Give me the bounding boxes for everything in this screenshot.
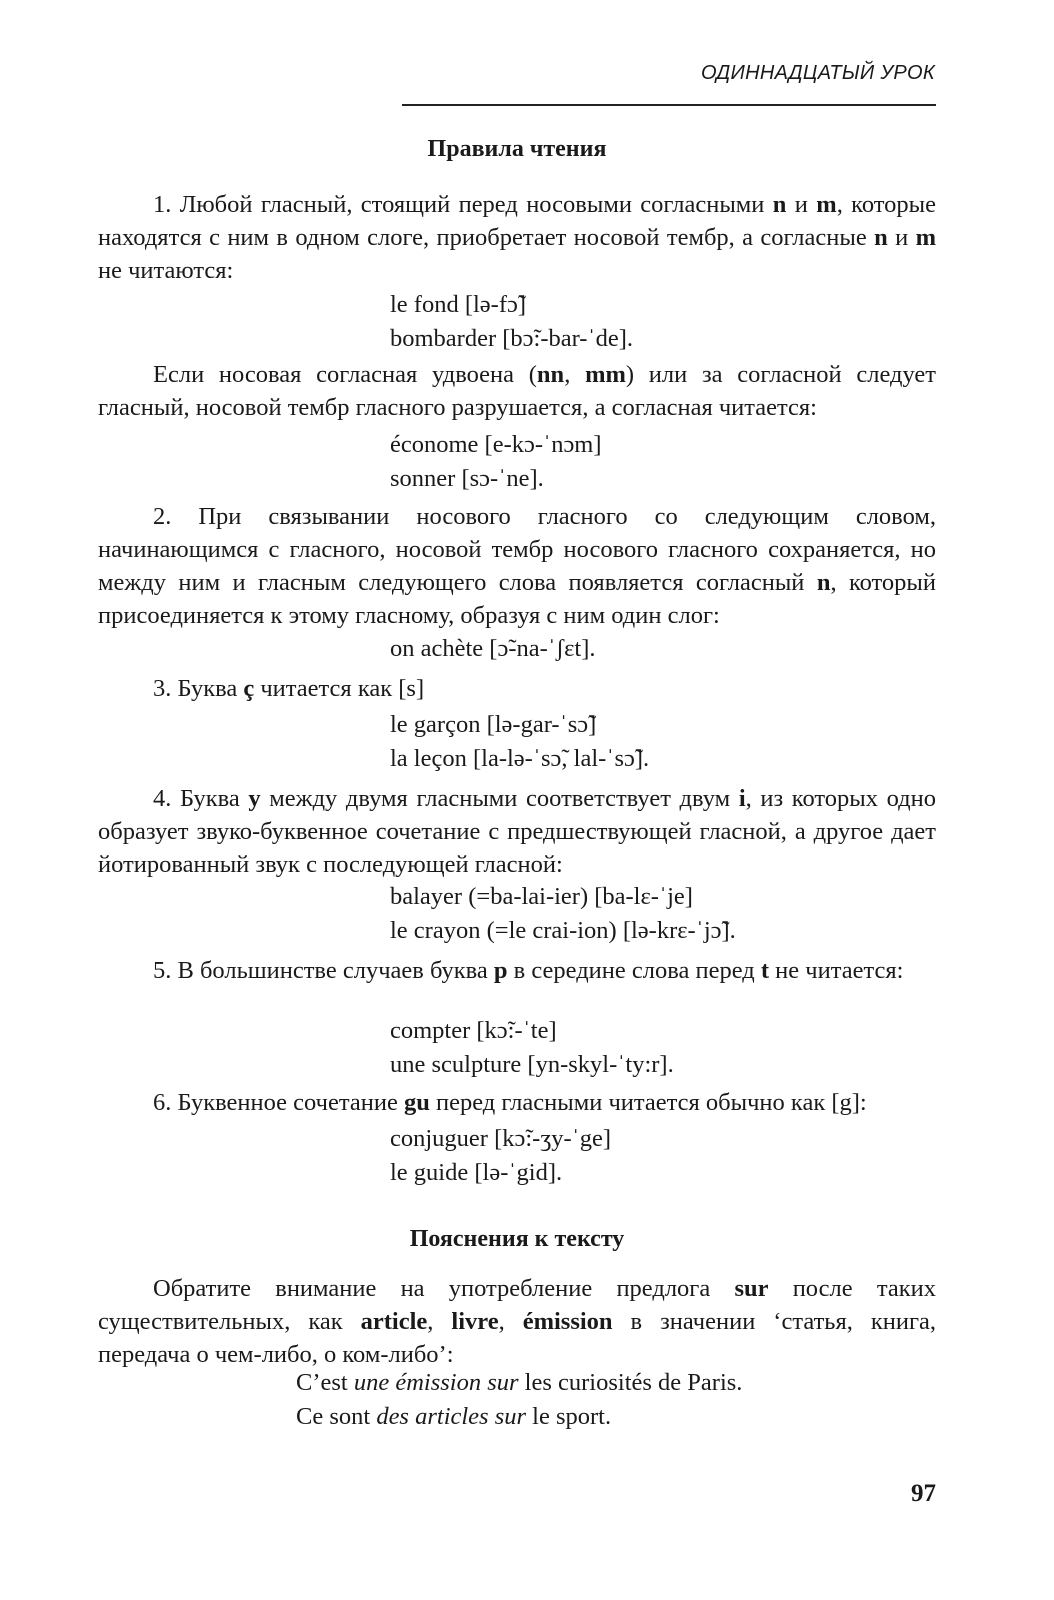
rule-1-text: и [887, 224, 916, 251]
notes-text: , [498, 1308, 523, 1335]
rule-1-text: и [786, 191, 817, 218]
rule-3-text: читается как [s] [254, 675, 425, 702]
rule-2-text: 2. При связывании носового гласного со следующим словом, начинающимся с гласного, носовой тембр носового гласного сохраняется, но между ним и гласным следующего слова появляется согласный [98, 503, 936, 596]
bold-word: livre [451, 1308, 499, 1335]
rule-3-paragraph [98, 672, 936, 705]
bold-letter: p [493, 957, 508, 984]
bold-word: émission [522, 1308, 613, 1335]
rule-5-examples [390, 1014, 674, 1082]
bold-letter: t [760, 957, 770, 984]
example-line: bombarder [bɔ̃:-bar-ˈde]. [390, 325, 634, 352]
rule-1-text: , [564, 361, 586, 388]
example-line: le guide [lə-ˈgid]. [390, 1159, 563, 1186]
example-line: la leçon [la-lə-ˈsɔ̃, lal-ˈsɔ̃]. [390, 745, 650, 772]
rule-1-text: 1. Любой гласный, стоящий перед носовыми согласными [153, 191, 773, 218]
example-line: balayer (=ba-lai-ier) [ba-lɛ-ˈje] [390, 883, 693, 910]
header-rule [402, 104, 936, 106]
rule-1-paragraph-2 [98, 358, 936, 424]
rule-1-paragraph [98, 188, 936, 287]
rule-1-text: ) или за согласной следует гласный, носовой тембр гласного разрушается, а согласная читается: [98, 361, 937, 421]
example-line: le garçon [lə-gar-ˈsɔ̃] [390, 711, 597, 738]
example-text: C’est [296, 1369, 354, 1396]
bold-letter: ç [243, 675, 255, 702]
example-line: on achète [ɔ̃-na-ˈʃɛt]. [390, 635, 596, 662]
notes-text: в значении ‘статья, книга, передача о чем-либо, о ком-либо’: [98, 1308, 937, 1368]
rule-3-text: 3. Буква [153, 675, 244, 702]
rule-5-text: 5. В большинстве случаев буква [153, 957, 494, 984]
section-title-reading-rules: Правила чтения [427, 136, 607, 162]
bold-letters: gu [403, 1089, 430, 1116]
rule-4-examples [390, 880, 736, 948]
rule-6-examples [390, 1122, 611, 1190]
rule-4-paragraph [98, 782, 936, 881]
notes-text: после таких существительных, как [98, 1275, 936, 1335]
bold-word: article [360, 1308, 428, 1335]
notes-paragraph [98, 1272, 936, 1371]
example-line: le crayon (=le crai-ion) [lə-krɛ-ˈjɔ̃]. [390, 917, 736, 944]
rule-3-examples [390, 708, 649, 776]
rule-6-paragraph [98, 1086, 936, 1119]
rule-1-text: , которые находятся с ним в одном слоге, приобретает носовой тембр, а согласные [98, 191, 936, 251]
page-number: 97 [911, 1480, 936, 1507]
example-line: sonner [sɔ-ˈne]. [390, 465, 544, 492]
rule-5-text: не читается: [769, 957, 904, 984]
rule-2-text: , который присоединяется к этому гласному, образуя с ним один слог: [98, 569, 936, 629]
rule-1-examples-2 [390, 428, 602, 496]
rule-6-text: перед гласными читается обычно как [g]: [429, 1089, 867, 1116]
bold-letter: y [248, 785, 261, 812]
example-line: compter [kɔ̃:-ˈte] [390, 1017, 557, 1044]
bold-letter: i [738, 785, 746, 812]
example-text: Ce sont [296, 1403, 377, 1430]
bold-word: sur [734, 1275, 769, 1302]
bold-letter: n [816, 569, 831, 596]
section-title-text-notes: Пояснения к тексту [409, 1226, 625, 1252]
rule-1-text: Если носовая согласная удвоена ( [153, 361, 537, 388]
rule-6-text: 6. Буквенное сочетание [153, 1089, 404, 1116]
notes-text: , [427, 1308, 452, 1335]
example-line [296, 1366, 742, 1400]
notes-examples [296, 1366, 742, 1434]
example-line [296, 1400, 742, 1434]
rule-4-text: , из которых одно образует звуко-буквенное сочетание с предшествующей гласной, а другое дает йотированный звук с последующей гласной: [98, 785, 936, 878]
example-italic: des articles sur [376, 1403, 527, 1430]
bold-letter: m [915, 224, 936, 251]
running-header: ОДИННАДЦАТЫЙ УРОК [700, 62, 935, 84]
example-text: les curiosités de Paris. [518, 1369, 743, 1396]
bold-letter: n [874, 224, 888, 251]
bold-letter: n [772, 191, 787, 218]
rule-2-paragraph [98, 500, 936, 632]
example-text: le sport. [526, 1403, 612, 1430]
rule-4-text: между двумя гласными соответствует двум [260, 785, 739, 812]
example-line: conjuguer [kɔ̃:-ʒy-ˈge] [390, 1125, 612, 1152]
bold-letters: mm [585, 361, 626, 388]
rule-2-examples [390, 632, 595, 666]
bold-letter: m [816, 191, 837, 218]
rule-4-text: 4. Буква [153, 785, 249, 812]
bold-letters: nn [536, 361, 565, 388]
example-line: économe [e-kɔ-ˈnɔm] [390, 431, 602, 458]
rule-1-text: не читаются: [98, 257, 234, 284]
rule-1-examples [390, 288, 633, 356]
example-italic: une émission sur [353, 1369, 519, 1396]
example-line: une sculpture [yn-skyl-ˈty:r]. [390, 1051, 674, 1078]
rule-5-paragraph [98, 954, 936, 987]
notes-text: Обратите внимание на употребление предлога [153, 1275, 735, 1302]
example-line: le fond [lə-fɔ̃] [390, 291, 527, 318]
rule-5-text: в середине слова перед [507, 957, 761, 984]
